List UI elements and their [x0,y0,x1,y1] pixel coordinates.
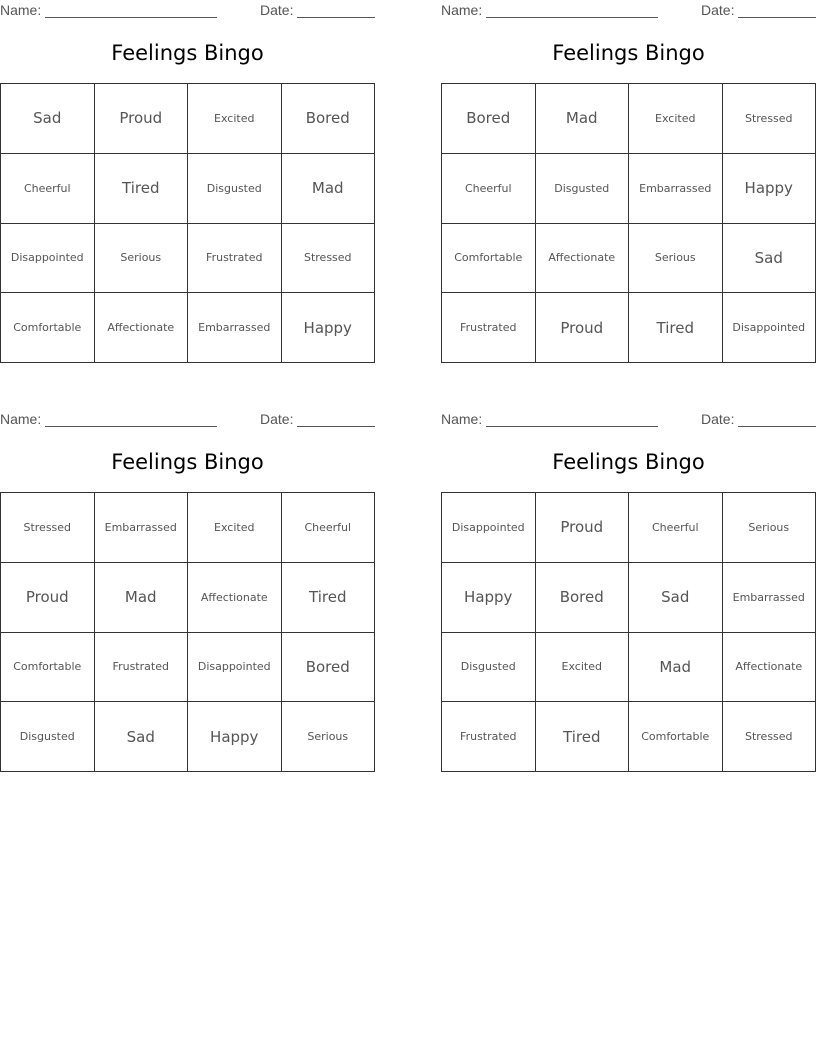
bingo-cell: Serious [629,224,723,294]
bingo-cell: Stressed [723,702,816,772]
date-label: Date: [260,411,294,427]
bingo-card [441,0,816,375]
bingo-cell: Affectionate [188,563,282,633]
bingo-cell: Tired [282,563,376,633]
bingo-cell: Comfortable [442,224,536,294]
name-label: Name: [0,411,42,427]
bingo-cell: Excited [536,633,630,703]
bingo-cell: Affectionate [723,633,816,703]
bingo-cell: Cheerful [282,493,376,563]
bingo-cell: Comfortable [1,633,95,703]
bingo-cell: Comfortable [629,702,723,772]
bingo-cell: Mad [95,563,189,633]
bingo-cell: Cheerful [629,493,723,563]
date-label: Date: [701,411,735,427]
date-line [297,426,375,427]
bingo-cell: Embarrassed [723,563,816,633]
bingo-cell: Mad [282,154,376,224]
card-header [0,2,375,20]
bingo-cell: Bored [536,563,630,633]
bingo-cell: Frustrated [95,633,189,703]
bingo-cell: Sad [629,563,723,633]
bingo-cell: Stressed [282,224,376,294]
bingo-cell: Mad [629,633,723,703]
bingo-cell: Proud [536,293,630,363]
bingo-card [0,0,375,375]
bingo-cell: Bored [282,633,376,703]
bingo-cell: Happy [282,293,376,363]
bingo-cell: Excited [629,84,723,154]
date-label: Date: [260,2,294,18]
bingo-cell: Excited [188,84,282,154]
bingo-cell: Disgusted [442,633,536,703]
bingo-grid [441,492,816,772]
bingo-cell: Disgusted [188,154,282,224]
date-line [297,17,375,18]
bingo-cell: Stressed [1,493,95,563]
name-label: Name: [441,411,483,427]
name-line [45,426,217,427]
bingo-cell: Proud [95,84,189,154]
bingo-cell: Happy [723,154,816,224]
bingo-cell: Disappointed [723,293,816,363]
bingo-grid [0,83,375,363]
bingo-cell: Bored [442,84,536,154]
bingo-cell: Cheerful [1,154,95,224]
bingo-grid [0,492,375,772]
bingo-cell: Bored [282,84,376,154]
bingo-cell: Proud [536,493,630,563]
bingo-cell: Embarrassed [188,293,282,363]
bingo-cell: Serious [95,224,189,294]
bingo-cell: Affectionate [95,293,189,363]
bingo-cell: Disappointed [442,493,536,563]
bingo-cell: Disappointed [188,633,282,703]
date-line [738,17,816,18]
name-line [45,17,217,18]
bingo-cell: Excited [188,493,282,563]
bingo-cell: Serious [723,493,816,563]
bingo-cell: Serious [282,702,376,772]
card-title: Feelings Bingo [111,41,264,65]
bingo-cell: Proud [1,563,95,633]
bingo-cell: Tired [536,702,630,772]
bingo-cell: Embarrassed [629,154,723,224]
bingo-cell: Tired [95,154,189,224]
bingo-cell: Sad [723,224,816,294]
bingo-cell: Disgusted [1,702,95,772]
bingo-cell: Mad [536,84,630,154]
bingo-card [0,409,375,784]
bingo-cell: Sad [1,84,95,154]
bingo-cell: Happy [188,702,282,772]
name-label: Name: [0,2,42,18]
name-label: Name: [441,2,483,18]
card-title: Feelings Bingo [552,41,705,65]
bingo-cell: Disgusted [536,154,630,224]
card-header [441,411,816,429]
bingo-cell: Happy [442,563,536,633]
card-header [0,411,375,429]
bingo-cell: Cheerful [442,154,536,224]
date-line [738,426,816,427]
bingo-cell: Disappointed [1,224,95,294]
bingo-cell: Frustrated [188,224,282,294]
bingo-cell: Tired [629,293,723,363]
card-title: Feelings Bingo [111,450,264,474]
bingo-cell: Frustrated [442,702,536,772]
bingo-cell: Comfortable [1,293,95,363]
bingo-cell: Frustrated [442,293,536,363]
bingo-grid [441,83,816,363]
date-label: Date: [701,2,735,18]
bingo-cell: Embarrassed [95,493,189,563]
card-title: Feelings Bingo [552,450,705,474]
name-line [486,17,658,18]
bingo-cell: Stressed [723,84,816,154]
name-line [486,426,658,427]
bingo-cell: Affectionate [536,224,630,294]
card-header [441,2,816,20]
bingo-cell: Sad [95,702,189,772]
bingo-card [441,409,816,784]
